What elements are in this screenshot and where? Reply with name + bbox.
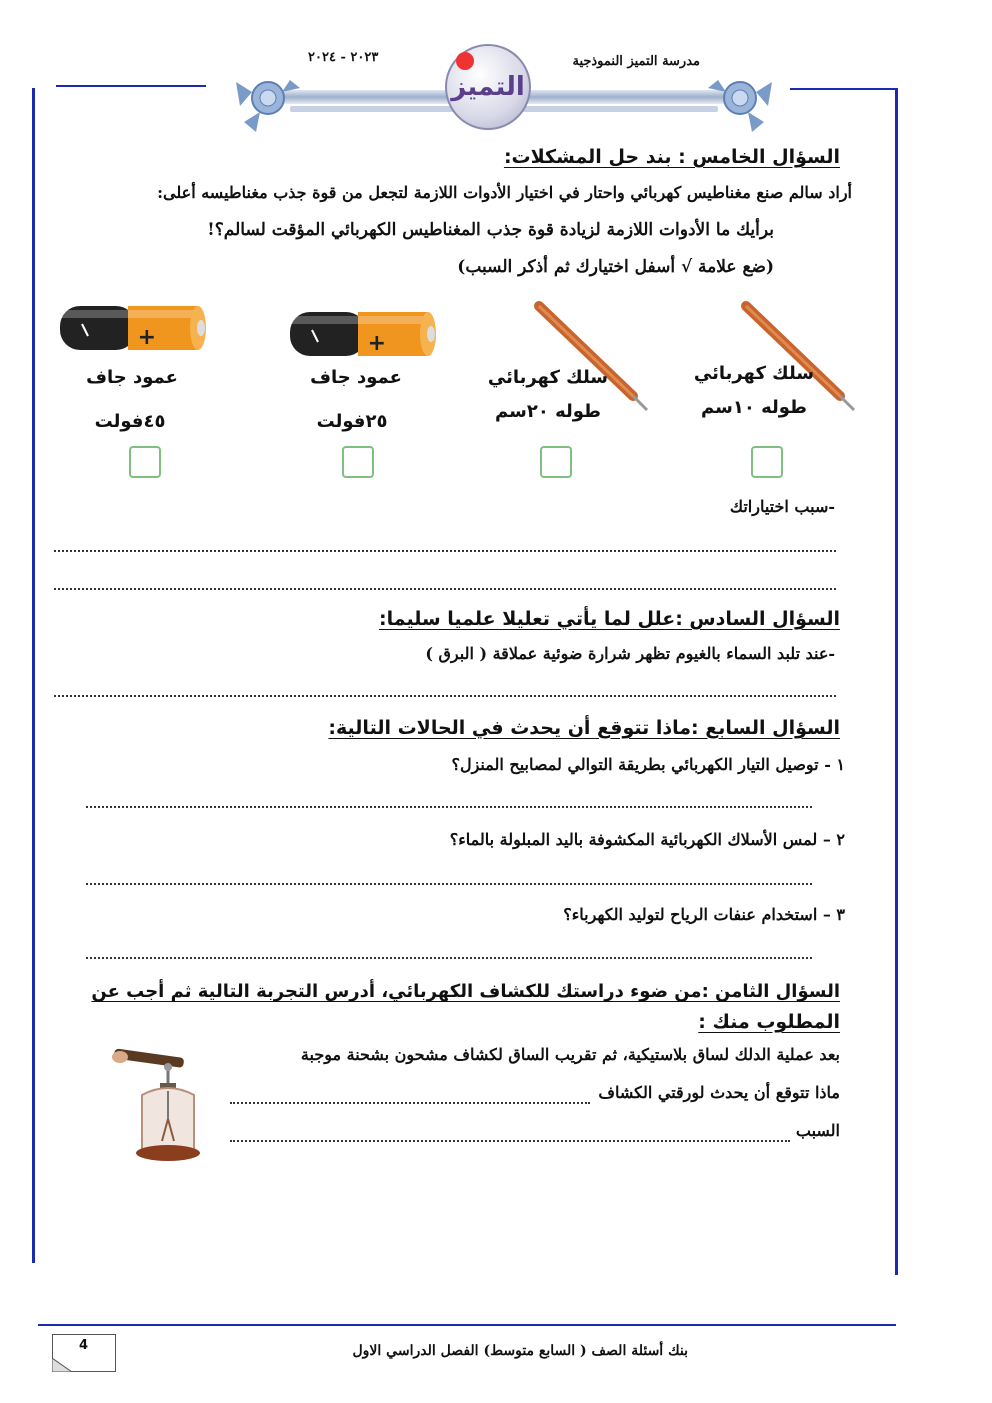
frame-left — [32, 88, 35, 1263]
battery-icon-1 — [288, 306, 440, 362]
item-3-name: عمود جاف — [310, 367, 402, 388]
q7-item-1: ١ - توصيل التيار الكهربائي بطريقة التوالي لمصابيح المنزل؟ — [451, 755, 845, 774]
q6-answer-line[interactable] — [54, 695, 836, 697]
right-rose-icon — [708, 80, 772, 132]
q7-item-2: ٢ – لمس الأسلاك الكهربائية المكشوفة باليد المبلولة بالماء؟ — [449, 830, 845, 849]
q7-answer-line-2[interactable] — [86, 883, 812, 885]
checkbox-battery-45v[interactable] — [129, 446, 161, 478]
item-1-name: سلك كهربائي — [693, 363, 814, 384]
page-number: 4 — [79, 1338, 89, 1353]
item-2-name: سلك كهربائي — [487, 367, 608, 388]
q8-answer-line-1[interactable] — [230, 1102, 590, 1104]
page-fold-icon — [52, 1358, 72, 1372]
q6-item: -عند تلبد السماء بالغيوم تظهر شرارة ضوئية عملاقة ( البرق ) — [425, 644, 835, 663]
q5-line3: (ضع علامة √ أسفل اختيارك ثم أذكر السبب) — [457, 257, 774, 277]
school-year: ٢٠٢٣ - ٢٠٢٤ — [308, 50, 379, 65]
school-name: مدرسة التميز النموذجية — [572, 54, 700, 69]
q8-answer-line-2[interactable] — [230, 1140, 790, 1142]
q8-line2: ماذا تتوقع أن يحدث لورقتي الكشاف — [598, 1083, 840, 1102]
item-2-detail: طوله ٢٠سم — [495, 401, 601, 422]
checkbox-battery-25v[interactable] — [342, 446, 374, 478]
q6-title: السؤال السادس :علل لما يأتي تعليلا علميا سليما: — [378, 608, 840, 630]
checkbox-wire-10cm[interactable] — [751, 446, 783, 478]
logo-red-dot — [456, 52, 474, 70]
frame-right — [895, 88, 898, 1275]
q7-answer-line-3[interactable] — [86, 957, 812, 959]
item-1-detail: طوله ١٠سم — [701, 397, 807, 418]
q7-title: السؤال السابع :ماذا تتوقع أن يحدث في الحالات التالية: — [328, 717, 840, 739]
q5-title: السؤال الخامس : بند حل المشكلات: — [503, 146, 840, 168]
svg-text:+: + — [367, 331, 386, 356]
q8-line1: بعد عملية الدلك لساق بلاستيكية، ثم تقريب الساق لكشاف مشحون بشحنة موجبة — [300, 1045, 840, 1064]
q5-line2: برأيك ما الأدوات اللازمة لزيادة قوة جذب المغناطيس الكهربائي المؤقت لسالم؟! — [207, 220, 774, 240]
battery-icon-2 — [58, 300, 210, 356]
q5-reason-label: -سبب اختياراتك — [729, 497, 835, 516]
wire-icon-2 — [533, 300, 653, 415]
item-3-detail: ٢٥فولت — [316, 411, 388, 432]
svg-text:+: + — [137, 325, 156, 350]
page-number-box — [52, 1334, 116, 1372]
q7-answer-line-1[interactable] — [86, 806, 812, 808]
q7-item-3: ٣ – استخدام عنفات الرياح لتوليد الكهرباء؟ — [563, 905, 845, 924]
item-4-detail: ٤٥فولت — [94, 411, 166, 432]
q5-answer-line-2[interactable] — [54, 588, 836, 590]
q8-title-line1: السؤال الثامن :من ضوء دراستك للكشاف الكهربائي، أدرس التجربة التالية ثم أجب عن — [91, 981, 840, 1002]
logo-text: التميز — [451, 72, 525, 102]
q5-answer-line-1[interactable] — [54, 550, 836, 552]
footer-line — [38, 1324, 896, 1326]
checkbox-wire-20cm[interactable] — [540, 446, 572, 478]
frame-top-right — [790, 88, 897, 90]
left-rose-icon — [236, 80, 300, 132]
item-4-name: عمود جاف — [86, 367, 178, 388]
q5-line1: أراد سالم صنع مغناطيس كهربائي واحتار في اختيار الأدوات اللازمة لتجعل من قوة جذب مغناطيسه أعلى: — [157, 183, 852, 202]
q8-line3: السبب — [795, 1121, 840, 1140]
frame-top-left — [56, 85, 206, 87]
electroscope-icon — [108, 1045, 208, 1167]
q8-title-line2: المطلوب منك : — [698, 1011, 840, 1033]
footer-text: بنك أسئلة الصف ( السابع متوسط) الفصل الدراسي الاول — [352, 1343, 688, 1359]
